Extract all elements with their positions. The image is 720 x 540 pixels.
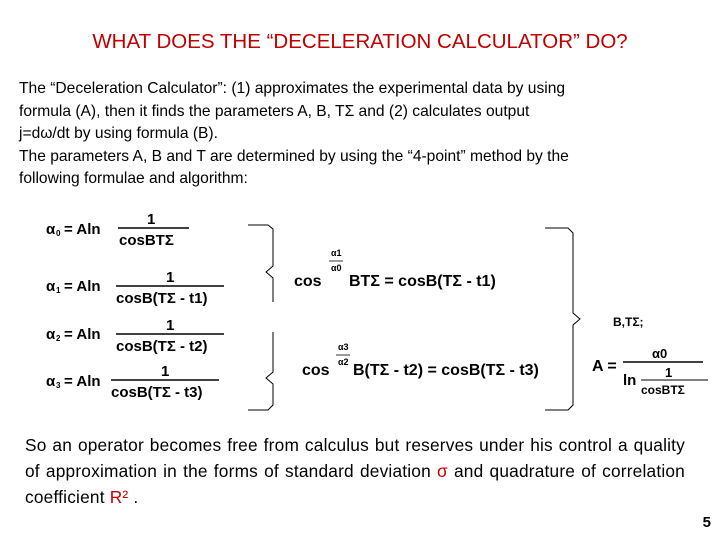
intro-line: j=dω/dt by using formula (B). (19, 125, 218, 142)
cos-term: cos (294, 273, 322, 290)
intro-line: formula (A), then it finds the parameters A, B, TΣ and (2) calculates output (19, 102, 530, 120)
middle-equation-bottom (302, 342, 539, 379)
slide-title: WHAT DOES THE “DECELERATION CALCULATOR” DO? (92, 30, 628, 53)
fraction-numerator: 1 (166, 269, 175, 286)
equation-rhs: = Aln (64, 278, 101, 295)
alpha-symbol: α (46, 221, 56, 238)
a-lhs: A = (592, 358, 617, 375)
left-bracket-bottom (248, 332, 273, 410)
r-squared-symbol: R² (109, 487, 129, 507)
fraction-numerator: 1 (166, 317, 175, 334)
exponent-denominator: α0 (331, 263, 342, 273)
alpha-subscript: 2 (56, 334, 61, 343)
intro-line: The “Deceleration Calculator”: (1) approximates the experimental data by using (19, 80, 566, 97)
alpha-symbol: α (46, 326, 56, 343)
equation-rhs: = Aln (64, 326, 101, 343)
intro-line: The parameters A, B and T are determined by using the “4-point” method by the (19, 147, 569, 165)
equation-alpha2 (46, 317, 224, 355)
conclusion-text: and quadrature of correlation coefficient (25, 461, 685, 507)
equation-rhs: = Aln (64, 373, 101, 390)
conclusion-text: So an operator becomes free from calculus but reserves under his control a quality of approximation in the forms of standard deviation (25, 435, 685, 481)
middle-equation-top (294, 248, 496, 290)
left-bracket-top (248, 225, 273, 302)
equation-rhs: = Aln (64, 221, 101, 238)
a-ln: ln (623, 372, 637, 389)
a-inner-numerator: 1 (665, 365, 673, 380)
equation-alpha1 (46, 269, 224, 307)
fraction-numerator: 1 (161, 363, 170, 380)
fraction-denominator: cosB(TΣ - t3) (111, 384, 203, 401)
alpha-subscript: 1 (56, 286, 61, 295)
a-inner-denominator: cosBTΣ (641, 383, 685, 397)
equation-rest: B(TΣ - t2) = cosB(TΣ - t3) (353, 362, 539, 379)
right-bracket (545, 228, 580, 410)
intro-line: following formulae and algorithm: (19, 170, 248, 187)
exponent-numerator: α1 (331, 248, 342, 258)
conclusion-text: . (128, 487, 139, 507)
fraction-numerator: 1 (147, 211, 156, 228)
fraction-denominator: cosB(TΣ - t1) (116, 290, 208, 307)
a-numerator: α0 (652, 346, 668, 361)
exponent-numerator: α3 (338, 342, 349, 352)
conclusion-paragraph (25, 432, 685, 510)
equation-rest: BTΣ = cosB(TΣ - t1) (349, 273, 496, 290)
alpha-symbol: α (46, 278, 56, 295)
cos-term: cos (302, 362, 330, 379)
exponent-denominator: α2 (338, 357, 349, 367)
alpha-subscript: 3 (56, 381, 61, 390)
fraction-denominator: cosBTΣ (119, 232, 174, 249)
equation-alpha0 (46, 211, 189, 249)
alpha-symbol: α (46, 373, 56, 390)
a-formula (592, 346, 708, 397)
page-number: 5 (702, 514, 711, 531)
sigma-symbol: σ (437, 461, 448, 481)
equation-alpha3 (46, 363, 219, 401)
result-label: B,TΣ; (613, 315, 644, 329)
fraction-denominator: cosB(TΣ - t2) (116, 338, 208, 355)
alpha-subscript: 0 (56, 229, 61, 238)
